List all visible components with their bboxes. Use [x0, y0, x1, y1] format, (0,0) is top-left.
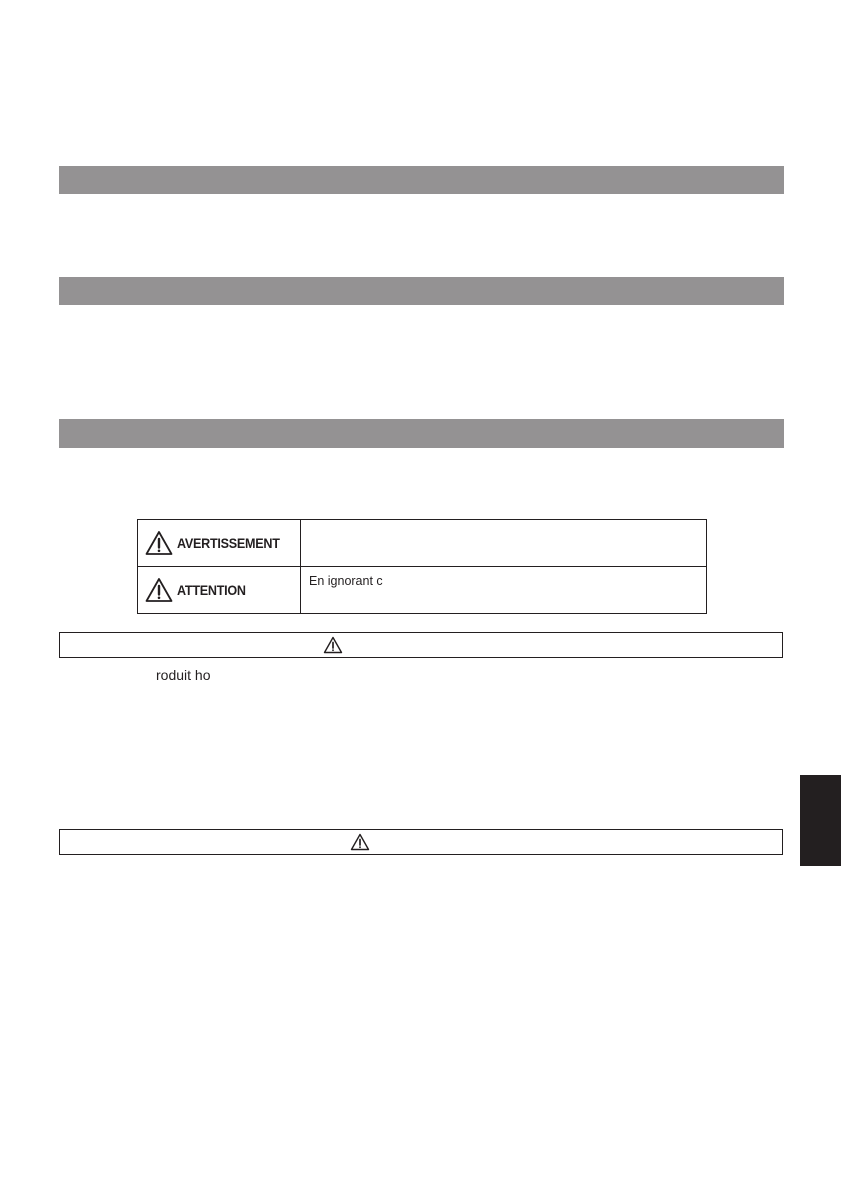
- legend-row-caution: [138, 567, 707, 614]
- warning-triangle-icon: [350, 833, 370, 851]
- section-header-bar-1: [59, 166, 784, 194]
- body-text-fragment: roduit ho: [156, 667, 211, 683]
- legend-label-cell: [138, 567, 301, 614]
- legend-label-cell: [138, 520, 301, 567]
- warning-triangle-icon: [145, 577, 173, 603]
- warning-triangle-icon: [145, 530, 173, 556]
- legend-label-text: AVERTISSEMENT: [177, 535, 280, 551]
- legend-row-warning: [138, 520, 707, 567]
- caution-heading-box: [59, 829, 783, 855]
- legend-description: [301, 520, 707, 567]
- warning-triangle-icon: [323, 636, 343, 654]
- warning-heading-box: [59, 632, 783, 658]
- legend-description: En ignorant c: [301, 567, 707, 614]
- language-side-tab: [800, 775, 841, 866]
- section-header-bar-2: [59, 277, 784, 305]
- hazard-legend-table: [137, 519, 707, 614]
- legend-label-text: ATTENTION: [177, 582, 246, 598]
- section-header-bar-3: [59, 419, 784, 448]
